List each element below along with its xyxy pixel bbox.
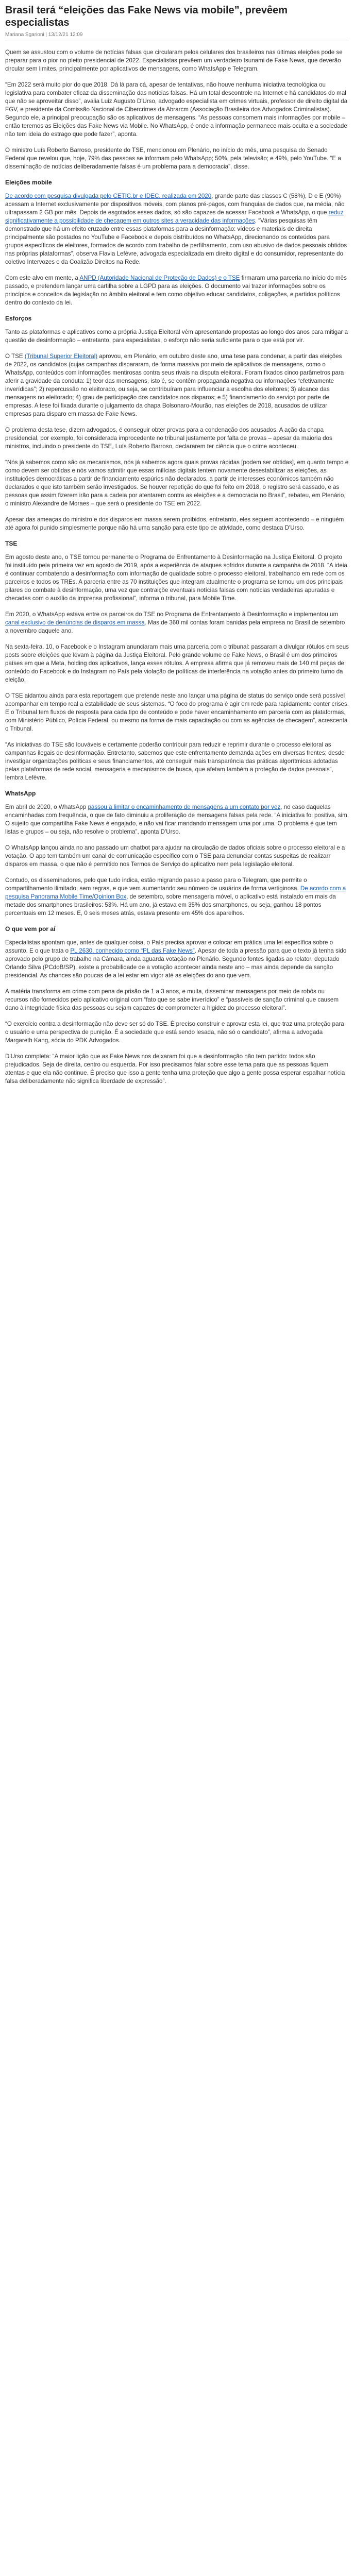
article-paragraph — [5, 553, 349, 603]
article-paragraph — [5, 328, 349, 345]
text-run: A matéria transforma em crime com pena de prisão de 1 a 3 anos, e multa, disseminar mensagens por meio de robôs ou recursos não fornecidos pelo aplicativo original com “fato que se sabe inverídico” e “passíveis de sanção criminal que causem dano à integridade física das pessoas ou sejam capazes de comprometer a higidez do processo eleitoral”. — [5, 988, 339, 1011]
article-paragraph — [5, 48, 349, 73]
article-title: Brasil terá “eleições das Fake News via mobile”, prevêem especialistas — [5, 5, 288, 28]
article-paragraph — [5, 876, 349, 918]
text-run: “As iniciativas do TSE são louváveis e certamente poderão contribuir para reduzir e reprimir durante o processo eleitoral as campanhas ilegais de desinformação. Entretanto, sabemos que este enfrentamento demanda ações em diversas frentes; desde investigar organizações políticas e seus financiamentos, até conseguir mais transparência das práticas algorítmicas adotadas pelas plataformas de rede social, mensageria e mecanismos de busca, que afetam também a proteção de dados pessoais”, lembra Lefèvre. — [5, 741, 345, 781]
text-run: Em abril de 2020, o WhatsApp — [5, 804, 88, 810]
text-run: TSE — [5, 540, 18, 547]
text-run: O que vem por aí — [5, 925, 56, 933]
article-paragraph — [5, 426, 349, 451]
article-paragraph — [5, 146, 349, 171]
article-paragraph — [5, 741, 349, 782]
text-run: Apesar das ameaças do ministro e dos disparos em massa serem proibidos, entretanto, eles seguem acontecendo – e ninguém até agora foi punido simplesmente porque não há uma sanção para este tipo de atividade, como destaca D'Urso. — [5, 516, 344, 531]
text-run: , de setembro, sobre mensageria móvel, o aplicativo está instalado em mais da metade dos smartphones brasileiros: 53%. Há um ano, já estava em 35% dos smartphones, ou seja, ganhou 18 pontos percentuais em 12 meses. E, 0 seis meses atrás, estava presente em 45% dos aparelhos. — [5, 893, 336, 917]
text-run: O problema desta tese, dizem advogados, é conseguir obter provas para a condenação dos acusados. A ação da chapa presidencial, por exemplo, foi considerada improcedente no tribunal justamente por falta de provas – apesar da maioria dos ministros, incluindo o presidente do TSE, Luís Roberto Barroso, declararem ter ciência que o crime aconteceu. — [5, 427, 332, 450]
text-run: Eleições mobile — [5, 179, 52, 186]
article-paragraph — [5, 274, 349, 307]
text-run: O TSE — [5, 353, 25, 360]
article-paragraph — [5, 192, 349, 266]
text-run: firmaram uma parceria no início do mês passado, e pretendem lançar uma cartilha sobre a LGPD para as eleições. O documento vai trazer informações sobre os princípios e conceitos da legislação no âmbito eleitoral e tem como objetivo educar candidatos, coligações, e partidos políticos dentro do contexto da lei. — [5, 275, 347, 306]
section-heading — [5, 179, 349, 186]
text-run: , no caso daquelas encaminhadas com frequência, o que de fato diminuiu a proliferação de mensagens falsas pela rede. “A iniciativa foi positiva, sim. O sujeito que compartilha Fake News é engajado, e não vai ficar mandando mensagem uma por uma. O problema é que tem listas e grupos – ou seja, não resolve o problema”, aponta D'Urso. — [5, 804, 349, 835]
text-run: Em agosto deste ano, o TSE tornou permanente o Programa de Enfrentamento à Desinformação na Justiça Eleitoral. O projeto foi instituído pela primeira vez em agosto de 2019, após a experiência de ataques sofridos durante a campanha de 2018. “A ideia é continuar combatendo a desinformação com informação de qualidade sobre o processo eleitoral, trabalhando em rede com os parceiros e todos os TREs. A parceria entre as 70 instituições que integram atualmente o programa se tornou um dos principais pilares do combate à desinformação, uma vez que contraiçõe eventuais notícias falsas com notícias verdadeiras apuradas e checadas com o auxílio da imprensa profissional”, informa o tribunal, para Mobile Time. — [5, 554, 347, 602]
article-paragraph — [5, 803, 349, 836]
text-run: . “Várias pesquisas têm demonstrado que há um efeito cruzado entre essas plataformas para a desinformação: vídeos e materiais de direita principalmente são postados no YouTube e Facebook e depois distribuídos no WhatsApp, direcionando os conteúdos para grupos específicos de eleitores, formados de acordo com trabalho de perfilhamento, com uso abusivo de dados pessoais obtidos nas próprias plataformas”, observa Flavia Lefèvre, advogada especializada em direito digital e do consumidor, representante do coletivo Intervozes e da Coalizão Direitos na Rede. — [5, 217, 347, 265]
text-run: “Em 2022 será muito pior do que 2018. Dá lá para cá, apesar de tentativas, não houve nenhuma iniciativa tecnológica ou legislativa para combater eficaz da disseminação das notícias falsas. Há um total descontrole na Internet e há candidatos do mal que não se aproveitar disso”, avalia Luiz Augusto D'Urso, advogado especialista em crimes virtuais, professor de direito digital da FGV, e presidente da Comissão Nacional de Cibercrimes da Abrarcm (Associação Brasileira dos Advogados Criminalistas). Segundo ele, a principal preocupação são os aplicativos de mensagens. “As pessoas consomem mais informações por mobile – então teremos as Eleições das Fake News via Mobile. No WhatsApp, é onde a informação permanece mais oculta e a sociedade não tem ideia do estrago que pode fazer”, aponta. — [5, 81, 348, 138]
article-paragraph — [5, 459, 349, 508]
text-run: , grande parte das classes C (58%), D e E (90%) acessam a Internet exclusivamente por dispositivos móveis, com planos pré-pagos, com franquias de dados que, na média, não ultrapassam 2 GB por mês. Depois de esgotados esses dados, só são capazes de acessar Facebook e WhatsApp, o que — [5, 193, 345, 216]
inline-link[interactable]: PL 2630, conhecido como “PL das Fake News” — [70, 947, 195, 954]
section-heading — [5, 315, 349, 322]
text-run: “O exercício contra a desinformação não deve ser só do TSE. É preciso construir e aprovar esta lei, que traz uma proteção para o usuário e uma perspectiva de punição. É a sociedade que está sendo lesada, não só o candidato”, afirma a advogada Margareth Kang, sócia do PDK Advogados. — [5, 1021, 344, 1044]
section-heading — [5, 790, 349, 797]
text-run: D'Urso completa: “A maior lição que as Fake News nos deixaram foi que a desinformação não tem partido: todos são prejudicados. Seja de direita, centro ou esquerda. Por isso precisamos falar sobre esse tema para que as pessoas fiquem atentas e que ela não continue. É preciso que isso a gente tenha uma proteção que algo a gente possa esperar espalhar notícia falsa deliberadamente não significa liberdade de expressão”. — [5, 1053, 345, 1084]
text-run: Na sexta-feira, 10, o Facebook e o Instagram anunciaram mais uma parceria com o tribunal: passaram a divulgar rótulos em seus posts sobre eleições que levam à página da Justiça Eleitoral. Pelo grande volume de Fake News, o Brasil é um dos primeiros países em que a Meta, holding dos aplicativos, lança esses rótulos. A empresa afirma que já removeu mais de 140 mil peças de conteúdo do Facebook e do Instagram no País pela violação de políticas de interferência na votação antes do primeiro turno da eleição. — [5, 643, 349, 683]
text-run: Em 2020, o WhatsApp estava entre os parceiros do TSE no Programa de Enfrentamento à Desinformação e implementou um — [5, 611, 339, 618]
section-heading — [5, 540, 349, 547]
article-paragraph — [5, 352, 349, 418]
text-run: WhatsApp — [5, 790, 36, 797]
article-body — [5, 48, 349, 1086]
article-paragraph — [5, 988, 349, 1012]
text-run: O ministro Luís Roberto Barroso, presidente do TSE, mencionou em Plenário, no início do mês, uma pesquisa do Senado Federal que revelou que, hoje, 79% das pessoas se informam pelo WhatsApp; 50%, pela televisão; e 49%, pelo YouTube. “E a disseminação de notícias deliberadamente falsas é um problema para a democracia”, disse. — [5, 147, 341, 170]
text-run: Contudo, os disseminadores, pelo que tudo indica, estão migrando passo a passo para o Telegram, que permite o compartilhamento ilimitado, sem regras, e que vem aumentando seu número de usuários de forma vertiginosa. — [5, 877, 307, 892]
article-paragraph — [5, 1020, 349, 1045]
text-run: Tanto as plataformas e aplicativos como a própria Justiça Eleitoral vêm apresentando propostas ao longo dos anos para mitigar a questão de desinformação – entretanto, para especialistas, o esforço não seria suficiente para o que está por vir. — [5, 329, 348, 344]
text-run: aprovou, em Plenário, em outubro deste ano, uma tese para condenar, a partir das eleições de 2022, os candidatos (cujas campanhas dispararam, de forma massiva por meio de aplicativos de mensagens, como o WhatsApp, conteúdos com informações mentirosas contra seus rivais na disputa eleitoral. Foram fixados cinco parâmetros para aferir a gravidade da conduta: 1) teor das mensagens, isto é, se contêm propaganda negativa ou informações “efetivamente inverídicas”; 2) repercussão no eleitorado, ou seja, se contribuíram para influenciar a escolha dos eleitores; 3) alcance das mensagens no eleitorado; 4) grau de participação dos candidatos nos disparos; e 5) financiamento do serviço por parte de empresas. A tese foi fixada durante o julgamento da chapa Bolsonaro-Mourão, nas eleições de 2018, acusados de utilizar empresas para disparo em massa de Fake News. — [5, 353, 344, 417]
inline-link[interactable]: (Tribunal Superior Eleitoral) — [24, 353, 98, 360]
section-heading — [5, 925, 349, 933]
article-paragraph — [5, 1053, 349, 1086]
article-paragraph — [5, 516, 349, 532]
inline-link[interactable]: De acordo com a pesquisa Panorama Mobile Time/Opinion Box — [5, 885, 346, 900]
inline-link[interactable]: passou a limitar o encaminhamento de mensagens a um contato por vez — [88, 804, 281, 810]
article-paragraph — [5, 692, 349, 733]
article — [0, 0, 354, 1086]
article-paragraph — [5, 81, 349, 139]
text-run: Quem se assustou com o volume de notícias falsas que circularam pelos celulares dos brasileiros nas últimas eleições pode se preparar para o pior no pleito presidencial de 2022. Especialistas prevêem um verdadeiro tsunami de Fake News, que deverão circular sem limites, principalmente por aplicativos de mensagens, como WhatsApp e Telegram. — [5, 49, 343, 72]
text-run: Com este alvo em mente, a — [5, 275, 80, 281]
inline-link[interactable]: reduz significativamente a possibilidade de checagem em outros sites a veracidade das informações — [5, 209, 344, 224]
article-paragraph — [5, 611, 349, 635]
inline-link[interactable]: De acordo com pesquisa divulgada pelo CETIC.br e IDEC, realizada em 2020 — [5, 193, 212, 199]
article-paragraph — [5, 643, 349, 684]
text-run: “Nós já sabemos como são os mecanismos, nós já sabemos agora quais provas rápidas [podem ser obtidas], em quanto tempo e como devem ser obtidas e nós vamos admitir que essas milícias digitais tentem novamente desestabilizar as eleições, as instituições democráticas a partir de financiamento espúrios não declarados, a partir de interesses econômicos também não declarados e que isto também serão investigados. Se houver repetição do que foi feito em 2018, o registro será cassado, e as pessoas que assim fizerem irão para a cadeia por atentarem contra as eleições e a democracia no Brasil”, rebateu, em Plenário, o ministro Alexandre de Moraes – que será o presidente do TSE em 2022. — [5, 459, 349, 507]
inline-link[interactable]: canal exclusivo de denúncias de disparos em massa — [5, 619, 145, 626]
article-byline: Mariana Sgarioni | 13/12/21 12:09 — [5, 32, 83, 38]
article-paragraph — [5, 939, 349, 980]
inline-link[interactable]: ANPD (Autoridade Nacional de Proteção de Dados) e o TSE — [79, 275, 240, 281]
text-run: . Mas de 360 mil contas foram banidas pela empresa no Brasil de setembro a novembro daquele ano. — [5, 619, 345, 634]
text-run: O WhatsApp lançou ainda no ano passado um chatbot para ajudar na circulação de dados oficiais sobre o processo eleitoral e a votação. O app tem também um canal de comunicação específico com o TSE para denunciar contas suspeitas de realizarr disparos em massa, o que não é permitido nos Termos de Serviço do aplicativo nem pela legislação eleitoral. — [5, 844, 345, 868]
text-run: . Apesar de toda a pressão para que o texto já tenha sido aprovado pelo grupo de trabalho na Câmara, ainda aguarda votação no Plenário. Segundo fontes ligadas ao relator, deputado Orlando Silva (PCdoB/SP), existe a probabilidade de a votação acontecer ainda neste ano – mas ainda depende da sanção presidencial. As chances são poucas de a lei estar em vigor até as eleições do ano que vem. — [5, 947, 347, 979]
article-paragraph — [5, 844, 349, 869]
text-run: O TSE aidantou ainda para esta reportagem que pretende neste ano lançar uma página de status do serviço onde será possível acompanhar em tempo real a estabilidade de seus sistemas. “O foco do programa é agir em rede para rapidamente conter crises. E o Tribunal tem fluxos de resposta para cada tipo de conteúdo e pode haver encaminhamento em parceria com as plataformas, com Ministério Público, Polícia Federal, ou mesmo na forma de mais capacitação ou com as agências de checagem”, acrescenta o Tribunal. — [5, 692, 349, 732]
text-run: Esforços — [5, 315, 32, 322]
text-run: Especialistas apontam que, antes de qualquer coisa, o País precisa aprovar e colocar em prática uma lei específica sobre o assunto. E o que trata o — [5, 939, 333, 954]
